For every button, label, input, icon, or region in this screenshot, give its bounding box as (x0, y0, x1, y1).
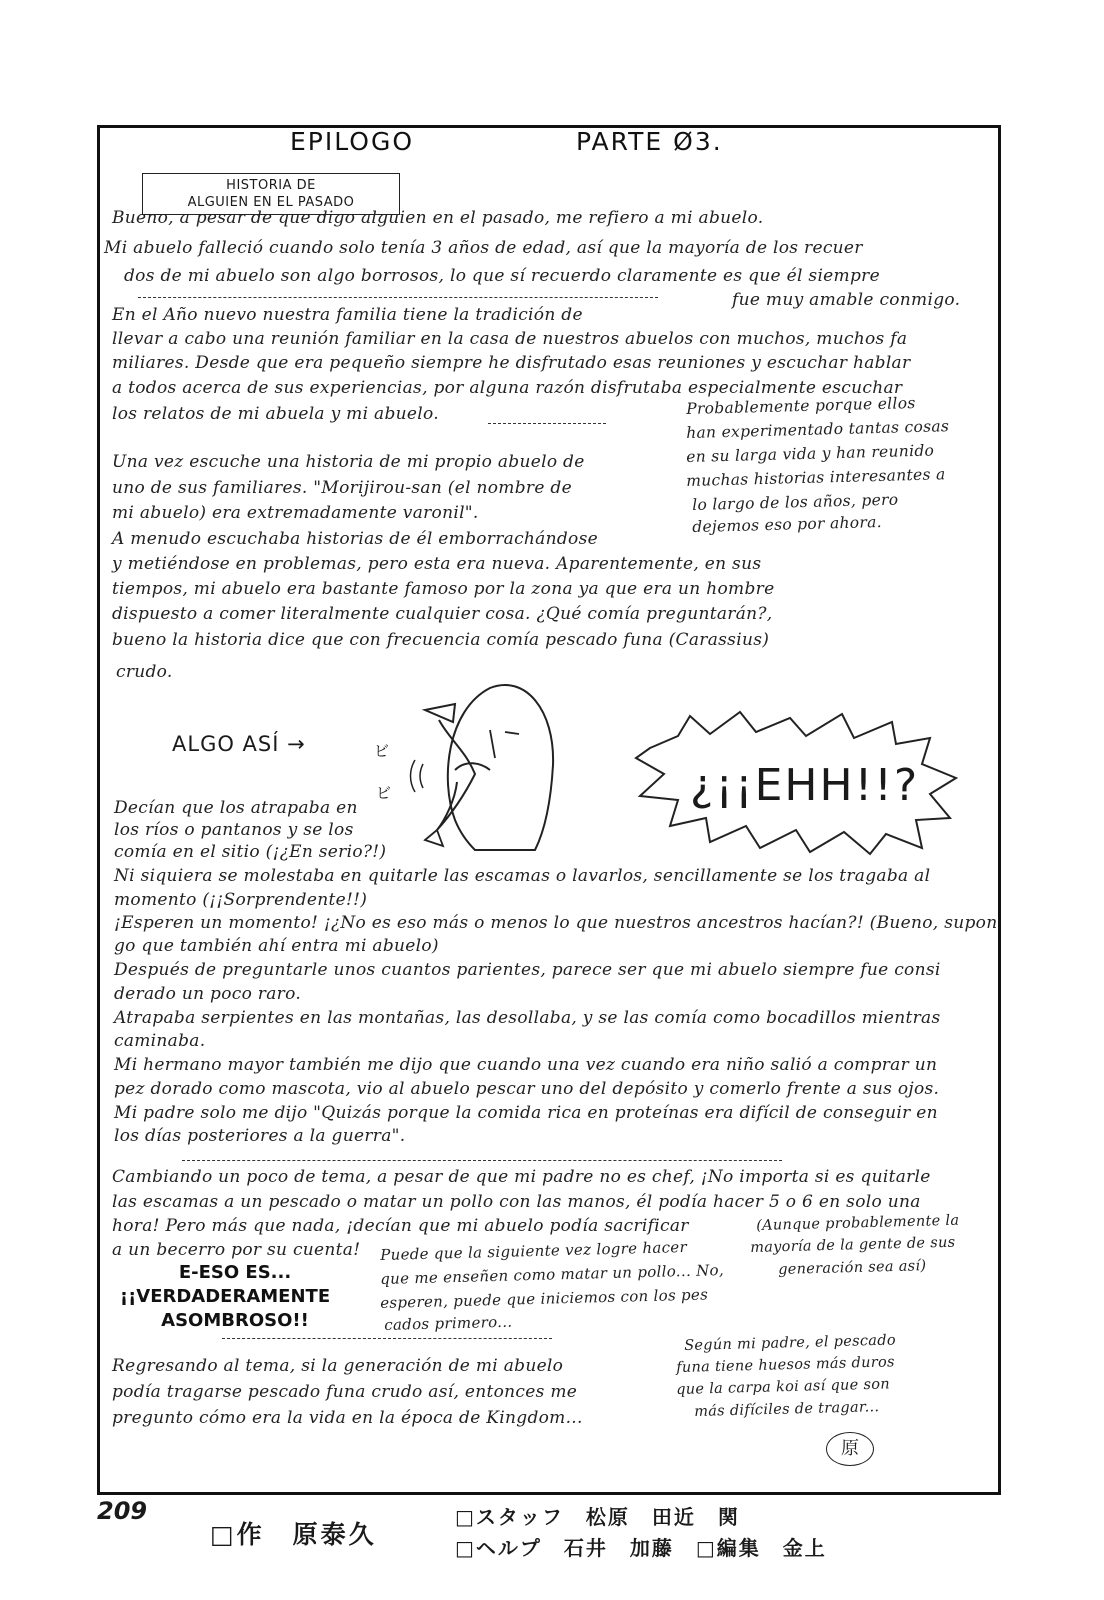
section-label-line2: ALGUIEN EN EL PASADO (187, 195, 355, 210)
credit-author: □作 原泰久 (210, 1520, 377, 1549)
text-line: crudo. (116, 662, 173, 682)
text-line: los relatos de mi abuela y mi abuelo. (112, 404, 439, 424)
shout-line: E-ESO ES... (178, 1262, 292, 1283)
side-note-line: en su larga vida y han reunido (686, 441, 935, 466)
text-line: bueno la historia dice que con frecuencia comía pescado funa (Carassius) (112, 630, 770, 650)
section-label-line1: HISTORIA DE (226, 178, 316, 193)
text-line: Decían que los atrapaba en (114, 798, 358, 818)
aside-line: mayoría de la gente de sus (750, 1234, 956, 1256)
dashed-divider (138, 297, 658, 298)
aside-line: (Aunque probablemente la (756, 1212, 960, 1234)
text-line: llevar a cabo una reunión familiar en la casa de nuestros abuelos con muchos, muchos fa (112, 329, 908, 349)
text-line: Mi padre solo me dijo "Quizás porque la comida rica en proteínas era difícil de conseguir en (114, 1103, 938, 1123)
text-line: A menudo escuchaba historias de él emborrachándose (112, 529, 598, 549)
note-line: funa tiene huesos más duros (676, 1354, 895, 1376)
text-line: podía tragarse pescado funa crudo así, entonces me (112, 1382, 578, 1402)
surprise-exclamation: ¿¡¡EHH!!? (690, 760, 920, 811)
text-line: pez dorado como mascota, vio al abuelo pescar uno del depósito y comerlo frente a sus ojos. (114, 1079, 940, 1099)
text-line: Mi abuelo falleció cuando solo tenía 3 años de edad, así que la mayoría de los recuer (104, 238, 863, 258)
dashed-divider (222, 1338, 552, 1339)
mid-note-line: que me enseñen como matar un pollo... No, (380, 1261, 725, 1288)
text-line: Atrapaba serpientes en las montañas, las desollaba, y se las comía como bocadillos mientras (114, 1008, 941, 1028)
text-line: los ríos o pantanos y se los (114, 820, 354, 840)
text-line: uno de sus familiares. "Morijirou-san (el nombre de (112, 478, 572, 498)
text-line: Bueno, a pesar de que digo alguien en el pasado, me refiero a mi abuelo. (112, 208, 764, 228)
text-line: los días posteriores a la guerra". (114, 1126, 406, 1146)
text-line: Mi hermano mayor también me dijo que cuando una vez cuando era niño salió a comprar un (114, 1055, 938, 1075)
text-line: mi abuelo) era extremadamente varonil". (112, 503, 479, 523)
side-note-line: lo largo de los años, pero (692, 490, 899, 514)
text-line: go que también ahí entra mi abuelo) (114, 936, 439, 956)
credit-help-editor: □ヘルプ 石井 加藤 □編集 金上 (455, 1536, 827, 1560)
text-line: momento (¡¡Sorprendente!!) (114, 890, 368, 910)
text-line: caminaba. (114, 1031, 206, 1051)
side-note-line: Probablemente porque ellos (686, 393, 916, 418)
text-line: Regresando al tema, si la generación de mi abuelo (112, 1356, 564, 1376)
note-line: Según mi padre, el pescado (684, 1332, 897, 1354)
author-signature: 原 (826, 1432, 874, 1466)
dashed-divider (488, 423, 606, 424)
text-line: Después de preguntarle unos cuantos parientes, parece ser que mi abuelo siempre fue consi (114, 960, 941, 980)
mid-note-line: esperen, puede que iniciemos con los pes (380, 1285, 709, 1312)
text-line: Cambiando un poco de tema, a pesar de que mi padre no es chef, ¡No importa si es quitarle (112, 1167, 931, 1187)
dashed-divider (182, 1160, 782, 1161)
text-line: dos de mi abuelo son algo borrosos, lo que sí recuerdo claramente es que él siempre (124, 266, 880, 286)
text-line: hora! Pero más que nada, ¡decían que mi abuelo podía sacrificar (112, 1216, 689, 1236)
mid-note-line: Puede que la siguiente vez logre hacer (380, 1237, 688, 1264)
side-note-line: dejemos eso por ahora. (692, 513, 883, 536)
algo-asi-label: ALGO ASÍ → (172, 732, 306, 756)
text-line: dispuesto a comer literalmente cualquier cosa. ¿Qué comía preguntarán?, (112, 604, 773, 624)
grandfather-eating-fish-illustration (395, 670, 605, 870)
sfx-chew-1: ビ (374, 742, 390, 760)
text-line: derado un poco raro. (114, 984, 302, 1004)
text-line: Una vez escuche una historia de mi propio abuelo de (112, 452, 585, 472)
page-number: 209 (97, 1497, 148, 1525)
text-line: a un becerro por su cuenta! (112, 1240, 361, 1260)
epilogue-title: EPILOGO (290, 127, 415, 156)
text-line: ¡Esperen un momento! ¡¿No es eso más o menos lo que nuestros ancestros hacían?! (Bueno, supon (114, 913, 998, 933)
text-line: Ni siquiera se molestaba en quitarle las escamas o lavarlos, sencillamente se los tragaba al (114, 866, 931, 886)
text-line: comía en el sitio (¡¿En serio?!) (114, 842, 387, 862)
credit-staff: □スタッフ 松原 田近 関 (455, 1505, 740, 1529)
text-line: a todos acerca de sus experiencias, por alguna razón disfrutaba especialmente escuchar (112, 378, 903, 398)
text-line: fue muy amable conmigo. (732, 290, 961, 310)
text-line: tiempos, mi abuelo era bastante famoso por la zona ya que era un hombre (112, 579, 775, 599)
side-note-line: muchas historias interesantes a (686, 465, 946, 490)
text-line: En el Año nuevo nuestra familia tiene la tradición de (112, 305, 583, 325)
shout-line: ¡¡VERDADERAMENTE (119, 1286, 331, 1307)
text-line: y metiéndose en problemas, pero esta era nueva. Aparentemente, en sus (112, 554, 762, 574)
note-line: más difíciles de tragar... (694, 1399, 880, 1420)
note-line: que la carpa koi así que son (676, 1376, 891, 1398)
text-line: pregunto cómo era la vida en la época de Kingdom... (112, 1408, 583, 1428)
shout-line: ASOMBROSO!! (161, 1310, 309, 1331)
text-line: las escamas a un pescado o matar un pollo con las manos, él podía hacer 5 o 6 en solo una (112, 1192, 921, 1212)
mid-note-line: cados primero... (384, 1312, 513, 1334)
text-line: miliares. Desde que era pequeño siempre he disfrutado esas reuniones y escuchar hablar (112, 353, 911, 373)
side-note-line: han experimentado tantas cosas (686, 417, 950, 442)
sfx-chew-2: ビ (376, 784, 392, 802)
part-title: PARTE Ø3. (576, 127, 723, 156)
aside-line: generación sea así) (778, 1258, 927, 1278)
